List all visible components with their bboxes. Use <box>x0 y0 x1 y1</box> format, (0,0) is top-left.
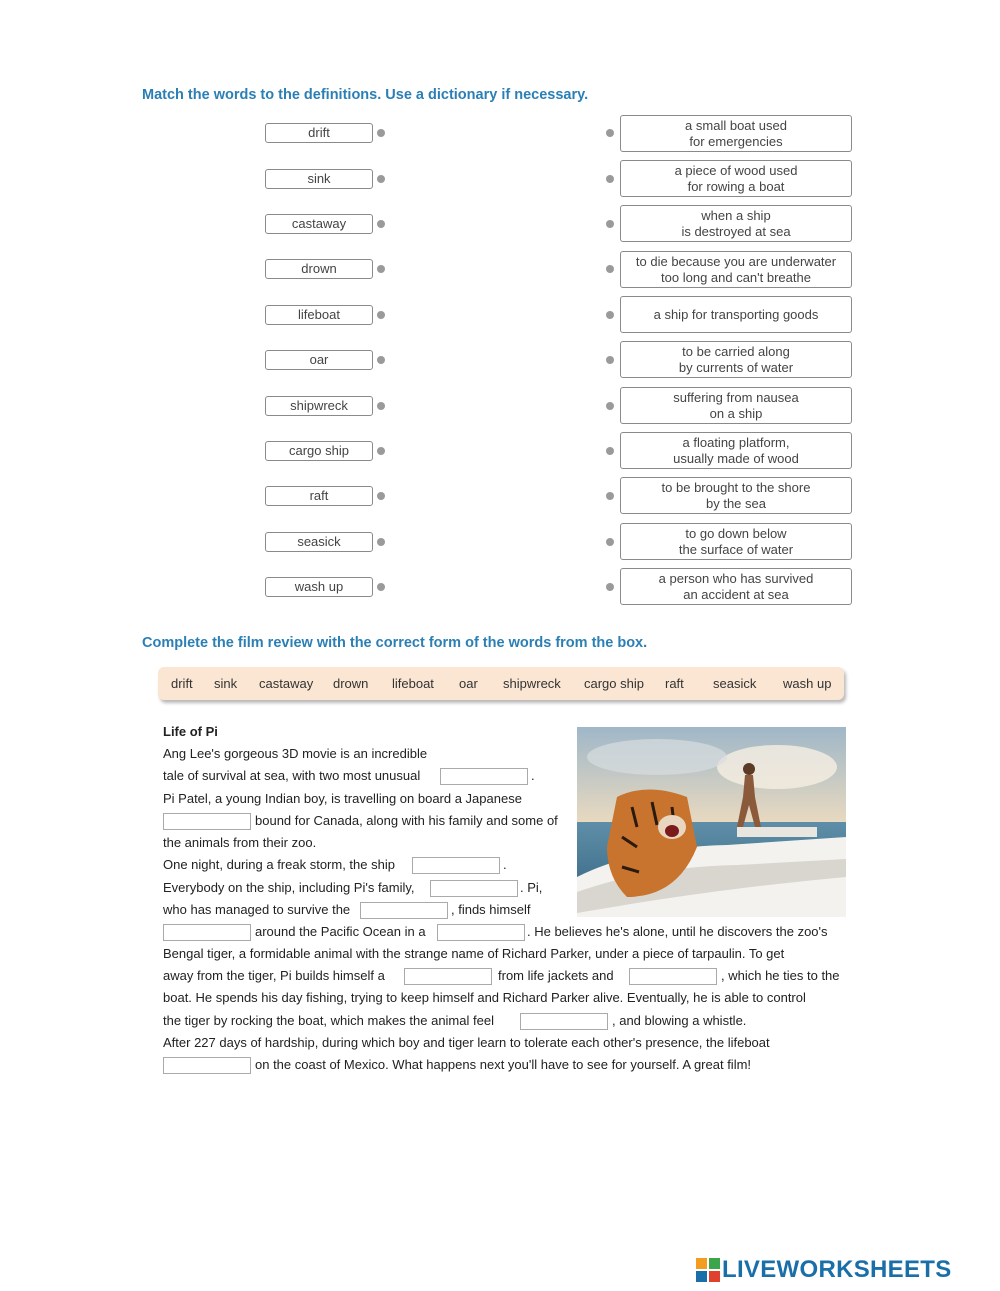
review-text: boat. He spends his day fishing, trying to keep himself and Richard Parker alive. Eventually, he is able to control <box>163 990 806 1005</box>
match-dot-right[interactable] <box>606 538 614 546</box>
review-text: from life jackets and <box>498 968 614 983</box>
match-dot-left[interactable] <box>377 402 385 410</box>
match-dot-right[interactable] <box>606 129 614 137</box>
review-text: Ang Lee's gorgeous 3D movie is an incredible <box>163 746 428 761</box>
review-text: , finds himself <box>451 902 531 917</box>
review-text: Pi Patel, a young Indian boy, is travelling on board a Japanese <box>163 791 522 806</box>
review-text: , and blowing a whistle. <box>612 1013 747 1028</box>
match-dot-left[interactable] <box>377 583 385 591</box>
match-dot-left[interactable] <box>377 447 385 455</box>
answer-gap-6[interactable] <box>163 924 251 941</box>
word-raft[interactable]: raft <box>265 486 373 506</box>
review-text: away from the tiger, Pi builds himself a <box>163 968 385 983</box>
definition-box[interactable]: suffering from nausea on a ship <box>620 387 852 424</box>
word-cargo-ship[interactable]: cargo ship <box>265 441 373 461</box>
review-text: . He believes he's alone, until he discovers the zoo's <box>527 924 828 939</box>
word-bank-item: wash up <box>783 676 832 691</box>
definition-box[interactable]: a floating platform, usually made of wood <box>620 432 852 469</box>
review-text: bound for Canada, along with his family and some of <box>255 813 558 828</box>
word-bank-item: castaway <box>259 676 314 691</box>
definition-box[interactable]: a piece of wood used for rowing a boat <box>620 160 852 197</box>
answer-gap-10[interactable] <box>520 1013 608 1030</box>
match-dot-left[interactable] <box>377 175 385 183</box>
word-bank-item: raft <box>665 676 684 691</box>
review-text: , which he ties to the <box>721 968 840 983</box>
word-drown[interactable]: drown <box>265 259 373 279</box>
match-dot-left[interactable] <box>377 311 385 319</box>
word-wash-up[interactable]: wash up <box>265 577 373 597</box>
review-text: Bengal tiger, a formidable animal with the strange name of Richard Parker, under a piece of tarpaulin. To get <box>163 946 785 961</box>
definition-box[interactable]: to go down below the surface of water <box>620 523 852 560</box>
match-dot-right[interactable] <box>606 447 614 455</box>
review-text: who has managed to survive the <box>163 902 351 917</box>
match-dot-left[interactable] <box>377 265 385 273</box>
match-dot-right[interactable] <box>606 356 614 364</box>
word-seasick[interactable]: seasick <box>265 532 373 552</box>
match-dot-right[interactable] <box>606 175 614 183</box>
answer-gap-9[interactable] <box>629 968 717 985</box>
match-dot-right[interactable] <box>606 583 614 591</box>
word-shipwreck[interactable]: shipwreck <box>265 396 373 416</box>
exercise2-instruction: Complete the film review with the correct form of the words from the box. <box>142 635 648 651</box>
match-dot-right[interactable] <box>606 220 614 228</box>
word-bank-item: drown <box>333 676 369 691</box>
match-dot-right[interactable] <box>606 265 614 273</box>
match-dot-left[interactable] <box>377 538 385 546</box>
definition-box[interactable]: to be brought to the shore by the sea <box>620 477 852 514</box>
answer-gap-1[interactable] <box>440 768 528 785</box>
review-text: . Pi, <box>520 880 543 895</box>
answer-gap-7[interactable] <box>437 924 525 941</box>
match-dot-left[interactable] <box>377 492 385 500</box>
word-bank-item: shipwreck <box>503 676 561 691</box>
review-text: . <box>503 857 507 872</box>
definition-box[interactable]: to die because you are underwater too long and can't breathe <box>620 251 852 288</box>
review-text: After 227 days of hardship, during which boy and tiger learn to tolerate each other's presence, the lifeboat <box>163 1035 770 1050</box>
review-text: the tiger by rocking the boat, which makes the animal feel <box>163 1013 494 1028</box>
answer-gap-2[interactable] <box>163 813 251 830</box>
word-bank-item: lifeboat <box>392 676 434 691</box>
review-text: . <box>531 768 535 783</box>
exercise1-instruction: Match the words to the definitions. Use a dictionary if necessary. <box>142 87 589 103</box>
match-dot-right[interactable] <box>606 492 614 500</box>
answer-gap-5[interactable] <box>360 902 448 919</box>
answer-gap-4[interactable] <box>430 880 518 897</box>
word-sink[interactable]: sink <box>265 169 373 189</box>
review-title: Life of Pi <box>163 724 218 739</box>
match-dot-right[interactable] <box>606 311 614 319</box>
answer-gap-8[interactable] <box>404 968 492 985</box>
logo-text: LIVEWORKSHEETS <box>722 1256 952 1283</box>
review-text: Everybody on the ship, including Pi's family, <box>163 880 415 895</box>
definition-box[interactable]: a person who has survived an accident at sea <box>620 568 852 605</box>
match-dot-left[interactable] <box>377 220 385 228</box>
review-text: One night, during a freak storm, the ship <box>163 857 395 872</box>
word-castaway[interactable]: castaway <box>265 214 373 234</box>
review-text: the animals from their zoo. <box>163 835 317 850</box>
review-text: on the coast of Mexico. What happens next you'll have to see for yourself. A great film! <box>255 1057 752 1072</box>
word-drift[interactable]: drift <box>265 123 373 143</box>
word-bank-item: oar <box>459 676 478 691</box>
word-bank-item: drift <box>171 676 193 691</box>
review-text: tale of survival at sea, with two most unusual <box>163 768 421 783</box>
logo-blocks-icon <box>696 1258 720 1282</box>
word-lifeboat[interactable]: lifeboat <box>265 305 373 325</box>
word-bank-item: sink <box>214 676 238 691</box>
match-dot-left[interactable] <box>377 356 385 364</box>
answer-gap-3[interactable] <box>412 857 500 874</box>
review-text: around the Pacific Ocean in a <box>255 924 426 939</box>
word-bank-item: seasick <box>713 676 757 691</box>
answer-gap-11[interactable] <box>163 1057 251 1074</box>
match-dot-left[interactable] <box>377 129 385 137</box>
word-oar[interactable]: oar <box>265 350 373 370</box>
definition-box[interactable]: to be carried along by currents of water <box>620 341 852 378</box>
definition-box[interactable]: a ship for transporting goods <box>620 296 852 333</box>
definition-box[interactable]: when a ship is destroyed at sea <box>620 205 852 242</box>
match-dot-right[interactable] <box>606 402 614 410</box>
definition-box[interactable]: a small boat used for emergencies <box>620 115 852 152</box>
word-bank-item: cargo ship <box>584 676 644 691</box>
word-bank <box>158 667 844 700</box>
film-still-image <box>577 727 846 917</box>
